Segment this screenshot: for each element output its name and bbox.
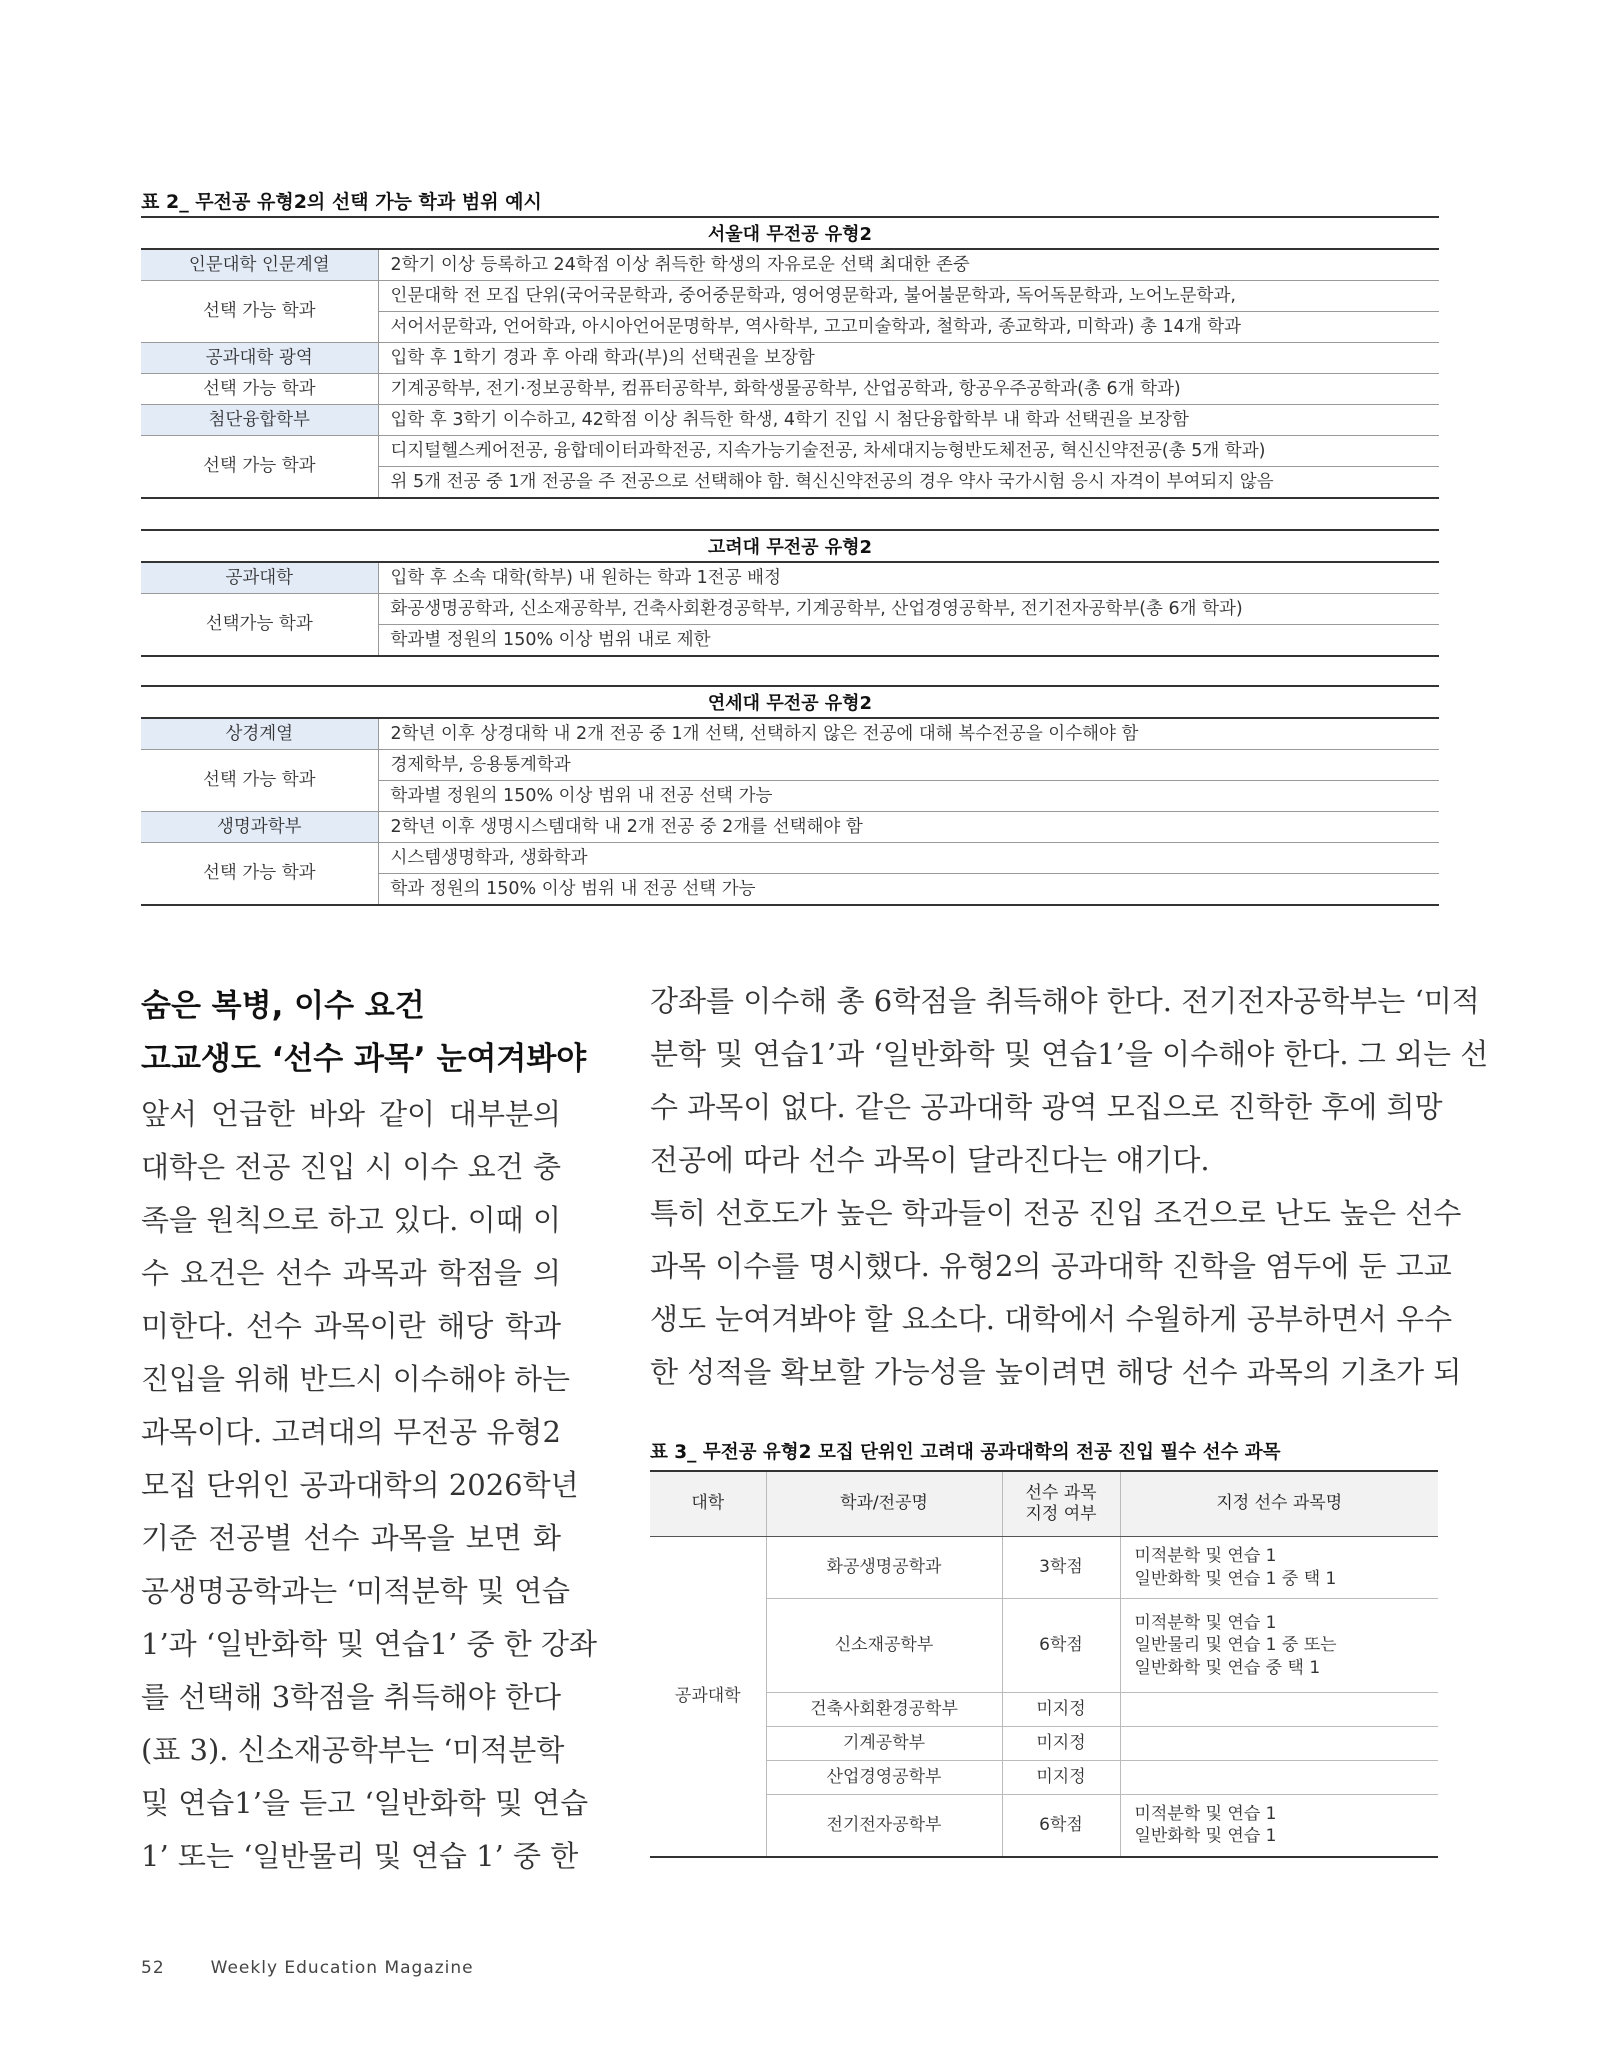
section-title: 고려대 무전공 유형2 <box>141 530 1439 562</box>
table3-header-cell: 지정 선수 과목명 <box>1120 1471 1438 1537</box>
text-line: 를 선택해 3학점을 취득해야 한다 <box>141 1680 561 1714</box>
table3-header-cell: 대학 <box>650 1471 766 1537</box>
row-content: 서어서문학과, 언어학과, 아시아언어문명학부, 역사학부, 고고미술학과, 철학과, 종교학과, 미학과) 총 14개 학과 <box>378 312 1439 343</box>
section-title: 서울대 무전공 유형2 <box>141 217 1439 249</box>
table3-caption: 표 3_ 무전공 유형2 모집 단위인 고려대 공과대학의 전공 진입 필수 선수 과목 <box>650 1442 1281 1463</box>
table-row <box>650 1761 1438 1795</box>
text-line: 분학 및 연습1’과 ‘일반화학 및 연습1’을 이수해야 한다. 그 외는 선 <box>650 1037 1489 1071</box>
row-content: 2학기 이상 등록하고 24학점 이상 취득한 학생의 자유로운 선택 최대한 존중 <box>378 249 1439 281</box>
designated-cell: 6학점 <box>1002 1795 1120 1857</box>
table-row <box>141 594 1439 625</box>
row-label: 상경계열 <box>141 718 378 750</box>
row-label: 선택 가능 학과 <box>141 436 378 499</box>
row-content: 인문대학 전 모집 단위(국어국문학과, 중어중문학과, 영어영문학과, 불어불문학과, 독어독문학과, 노어노문학과, <box>378 281 1439 312</box>
table-row <box>141 750 1439 781</box>
page-number: 52 <box>141 1958 165 1978</box>
course-name: 일반물리 및 연습 1 중 또는 <box>1134 1635 1337 1656</box>
course-name: 미적분학 및 연습 1 <box>1134 1804 1277 1825</box>
row-content: 학과별 정원의 150% 이상 범위 내 전공 선택 가능 <box>378 781 1439 812</box>
course-name: 미적분학 및 연습 1 <box>1134 1546 1277 1567</box>
row-content: 경제학부, 응용통계학과 <box>378 750 1439 781</box>
section-title: 연세대 무전공 유형2 <box>141 686 1439 718</box>
section-title-row <box>141 217 1439 249</box>
table3-header-row <box>650 1471 1438 1537</box>
designated-cell: 미지정 <box>1002 1761 1120 1795</box>
text-line: 및 연습1’을 듣고 ‘일반화학 및 연습 <box>141 1786 589 1820</box>
courses-cell <box>1120 1795 1438 1857</box>
table2-caption: 표 2_ 무전공 유형2의 선택 가능 학과 범위 예시 <box>141 191 542 213</box>
table3-header-cell: 선수 과목 지정 여부 <box>1002 1471 1120 1537</box>
row-label: 선택 가능 학과 <box>141 281 378 343</box>
course-name: 일반화학 및 연습 중 택 1 <box>1134 1657 1321 1678</box>
table-row <box>141 405 1439 436</box>
courses-cell <box>1120 1537 1438 1599</box>
table-row <box>141 562 1439 594</box>
row-label: 첨단융합학부 <box>141 405 378 436</box>
table-row <box>141 718 1439 750</box>
table-row <box>141 436 1439 467</box>
row-label: 인문대학 인문계열 <box>141 249 378 281</box>
courses-cell <box>1120 1599 1438 1693</box>
text-line: 공생명공학과는 ‘미적분학 및 연습 <box>141 1574 571 1608</box>
dept-cell: 신소재공학부 <box>766 1599 1002 1693</box>
table2-section <box>141 685 1439 906</box>
text-line: 1’과 ‘일반화학 및 연습1’ 중 한 강좌 <box>141 1627 598 1661</box>
row-content: 시스템생명학과, 생화학과 <box>378 843 1439 874</box>
table-row <box>141 374 1439 405</box>
dept-cell: 전기전자공학부 <box>766 1795 1002 1857</box>
table-row <box>650 1795 1438 1857</box>
table-row <box>141 281 1439 312</box>
text-line: 진입을 위해 반드시 이수해야 하는 <box>141 1362 571 1396</box>
article-left-column <box>141 1088 598 1883</box>
row-label: 공과대학 광역 <box>141 343 378 374</box>
text-line: 대학은 전공 진입 시 이수 요건 충 <box>141 1150 561 1184</box>
text-line: 기준 전공별 선수 과목을 보면 화 <box>141 1521 561 1555</box>
section-heading-2: 고교생도 ‘선수 과목’ 눈여겨봐야 <box>141 1041 587 1077</box>
table-row <box>141 812 1439 843</box>
text-line: 1’ 또는 ‘일반물리 및 연습 1’ 중 한 <box>141 1839 579 1873</box>
page-footer <box>141 1958 474 1978</box>
text-line: 생도 눈여겨봐야 할 요소다. 대학에서 수월하게 공부하면서 우수 <box>650 1302 1453 1336</box>
courses-cell <box>1120 1761 1438 1795</box>
row-label: 공과대학 <box>141 562 378 594</box>
table-row <box>650 1599 1438 1693</box>
text-line: 수 요건은 선수 과목과 학점을 의 <box>141 1256 561 1290</box>
section-title-row <box>141 530 1439 562</box>
magazine-name: Weekly Education Magazine <box>210 1958 474 1978</box>
dept-cell: 기계공학부 <box>766 1727 1002 1761</box>
table-row <box>141 343 1439 374</box>
table3 <box>650 1470 1438 1858</box>
table-row <box>141 249 1439 281</box>
university-cell: 공과대학 <box>650 1537 766 1857</box>
table2-section <box>141 216 1439 499</box>
row-content: 학과별 정원의 150% 이상 범위 내로 제한 <box>378 625 1439 657</box>
dept-cell: 산업경영공학부 <box>766 1761 1002 1795</box>
text-line: 전공에 따라 선수 과목이 달라진다는 얘기다. <box>650 1143 1210 1177</box>
row-label: 생명과학부 <box>141 812 378 843</box>
designated-cell: 3학점 <box>1002 1537 1120 1599</box>
row-label: 선택 가능 학과 <box>141 750 378 812</box>
dept-cell: 건축사회환경공학부 <box>766 1693 1002 1727</box>
section-heading-1: 숨은 복병, 이수 요건 <box>141 988 425 1024</box>
text-line: 족을 원칙으로 하고 있다. 이때 이 <box>141 1203 561 1237</box>
row-content: 학과 정원의 150% 이상 범위 내 전공 선택 가능 <box>378 874 1439 906</box>
table-row <box>650 1693 1438 1727</box>
row-content: 디지털헬스케어전공, 융합데이터과학전공, 지속가능기술전공, 차세대지능형반도체전공, 혁신신약전공(총 5개 학과) <box>378 436 1439 467</box>
row-content: 2학년 이후 상경대학 내 2개 전공 중 1개 선택, 선택하지 않은 전공에 대해 복수전공을 이수해야 함 <box>378 718 1439 750</box>
course-name: 일반화학 및 연습 1 중 택 1 <box>1134 1568 1337 1589</box>
text-line: 미한다. 선수 과목이란 해당 학과 <box>141 1309 561 1343</box>
row-content: 입학 후 3학기 이수하고, 42학점 이상 취득한 학생, 4학기 진입 시 첨단융합학부 내 학과 선택권을 보장함 <box>378 405 1439 436</box>
course-name: 일반화학 및 연습 1 <box>1134 1826 1277 1847</box>
designated-cell: 6학점 <box>1002 1599 1120 1693</box>
row-content: 화공생명공학과, 신소재공학부, 건축사회환경공학부, 기계공학부, 산업경영공학부, 전기전자공학부(총 6개 학과) <box>378 594 1439 625</box>
course-name: 미적분학 및 연습 1 <box>1134 1613 1277 1634</box>
table-row <box>650 1537 1438 1599</box>
row-label: 선택 가능 학과 <box>141 374 378 405</box>
designated-cell: 미지정 <box>1002 1693 1120 1727</box>
dept-cell: 화공생명공학과 <box>766 1537 1002 1599</box>
table2-section <box>141 529 1439 657</box>
row-content: 기계공학부, 전기·정보공학부, 컴퓨터공학부, 화학생물공학부, 산업공학과, 항공우주공학과(총 6개 학과) <box>378 374 1439 405</box>
row-label: 선택 가능 학과 <box>141 843 378 906</box>
row-content: 입학 후 소속 대학(학부) 내 원하는 학과 1전공 배정 <box>378 562 1439 594</box>
text-line: 과목이다. 고려대의 무전공 유형2 <box>141 1415 561 1449</box>
text-line: 수 과목이 없다. 같은 공과대학 광역 모집으로 진학한 후에 희망 <box>650 1090 1443 1124</box>
table3-header-cell: 학과/전공명 <box>766 1471 1002 1537</box>
text-line: 앞서 언급한 바와 같이 대부분의 <box>141 1097 561 1131</box>
row-content: 위 5개 전공 중 1개 전공을 주 전공으로 선택해야 함. 혁신신약전공의 경우 약사 국가시험 응시 자격이 부여되지 않음 <box>378 467 1439 499</box>
table-row <box>141 843 1439 874</box>
courses-cell <box>1120 1727 1438 1761</box>
text-line: 강좌를 이수해 총 6학점을 취득해야 한다. 전기전자공학부는 ‘미적 <box>650 984 1480 1018</box>
text-line: (표 3). 신소재공학부는 ‘미적분학 <box>141 1733 565 1767</box>
row-content: 입학 후 1학기 경과 후 아래 학과(부)의 선택권을 보장함 <box>378 343 1439 374</box>
article-right-column <box>650 975 1489 1399</box>
courses-cell <box>1120 1693 1438 1727</box>
row-content: 2학년 이후 생명시스템대학 내 2개 전공 중 2개를 선택해야 함 <box>378 812 1439 843</box>
text-line: 과목 이수를 명시했다. 유형2의 공과대학 진학을 염두에 둔 고교 <box>650 1249 1452 1283</box>
table-row <box>650 1727 1438 1761</box>
section-title-row <box>141 686 1439 718</box>
text-line: 특히 선호도가 높은 학과들이 전공 진입 조건으로 난도 높은 선수 <box>650 1196 1462 1230</box>
row-label: 선택가능 학과 <box>141 594 378 657</box>
text-line: 한 성적을 확보할 가능성을 높이려면 해당 선수 과목의 기초가 되 <box>650 1355 1462 1389</box>
designated-cell: 미지정 <box>1002 1727 1120 1761</box>
text-line: 모집 단위인 공과대학의 2026학년 <box>141 1468 579 1502</box>
